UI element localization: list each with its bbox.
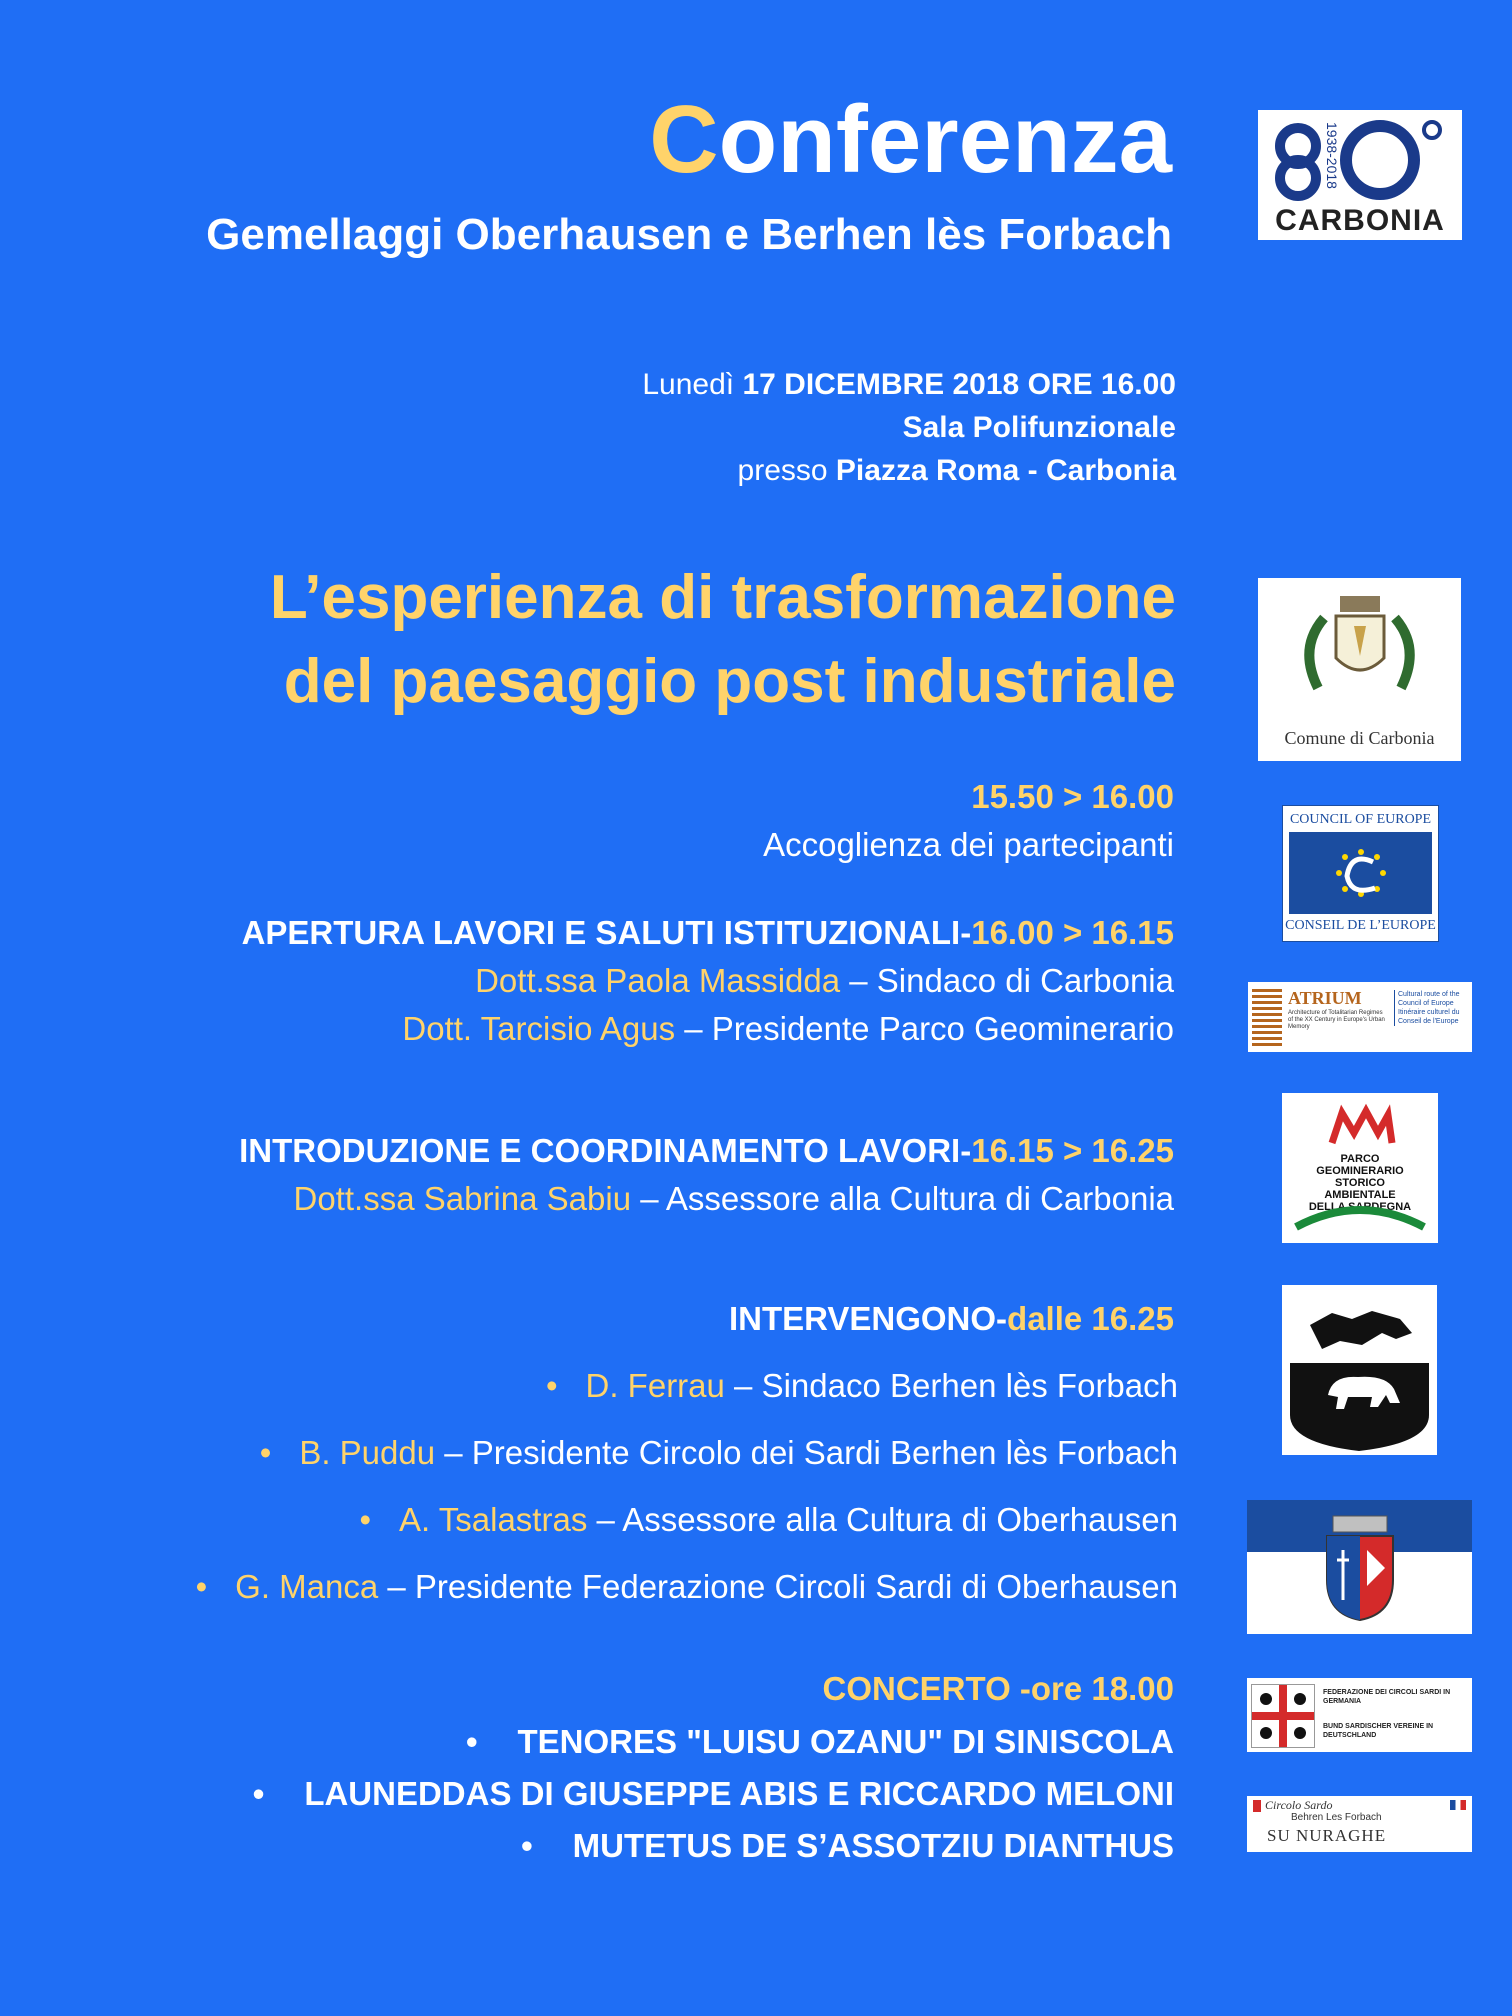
date-prefix: Lunedì xyxy=(642,368,743,401)
speaker-role: – Assessore alla Cultura di Carbonia xyxy=(631,1180,1174,1217)
subtitle: Gemellaggi Oberhausen e Berhen lès Forbach xyxy=(206,210,1172,259)
speaker-role: – Assessore alla Cultura di Oberhausen xyxy=(587,1501,1178,1538)
atrium-logo xyxy=(1248,982,1472,1052)
parco-geominerario-logo xyxy=(1282,1093,1438,1243)
speakers-heading xyxy=(729,1300,1174,1338)
oberhausen-flag-logo xyxy=(1247,1500,1472,1634)
speaker-item xyxy=(260,1434,1178,1472)
opening-speaker xyxy=(402,1010,1174,1048)
concert-item: • TENORES "LUISU OZANU" DI SINISCOLA xyxy=(466,1723,1174,1761)
intro-heading xyxy=(239,1132,1174,1170)
concert-item: • MUTETUS DE S’ASSOTZIU DIANTHUS xyxy=(521,1827,1174,1865)
place-value: Piazza Roma - Carbonia xyxy=(835,454,1176,487)
federazione-text-2: BUND SARDISCHER VEREINE IN DEUTSCHLAND xyxy=(1323,1723,1434,1739)
conference-theme xyxy=(270,556,1176,724)
coe-top-text: COUNCIL OF EUROPE xyxy=(1289,812,1432,827)
circolo-name: SU NURAGHE xyxy=(1267,1826,1387,1845)
speaker-item xyxy=(546,1367,1178,1405)
lion-bear-shield-icon xyxy=(1282,1285,1437,1455)
atrium-right-text: Cultural route of the Council of Europe Itinéraire culturel du Conseil de l'Europe xyxy=(1394,990,1472,1026)
intro-speaker xyxy=(294,1180,1174,1218)
intro-time: 16.15 > 16.25 xyxy=(971,1132,1174,1169)
intro-label: INTRODUZIONE E COORDINAMENTO LAVORI- xyxy=(239,1132,972,1169)
forbach-coat-of-arms-logo xyxy=(1282,1285,1437,1455)
opening-label: APERTURA LAVORI E SALUTI ISTITUZIONALI- xyxy=(241,914,972,951)
event-date xyxy=(642,368,1176,402)
theme-line-1: L’esperienza di trasformazione xyxy=(269,563,1176,632)
concert-time: -ore 18.00 xyxy=(1019,1670,1174,1707)
concert-item: • LAUNEDDAS DI GIUSEPPE ABIS E RICCARDO MELONI xyxy=(253,1775,1174,1813)
speaker-item xyxy=(359,1501,1178,1539)
oberhausen-shield-icon xyxy=(1323,1510,1397,1624)
parco-wave-icon xyxy=(1282,1197,1438,1237)
opening-time: 16.00 > 16.15 xyxy=(971,914,1174,951)
council-of-europe-logo xyxy=(1282,805,1439,942)
title-first-letter: C xyxy=(649,86,719,193)
speaker-role: – Sindaco Berhen lès Forbach xyxy=(724,1367,1178,1404)
france-flag-icon xyxy=(1450,1800,1466,1810)
speaker-item xyxy=(196,1568,1178,1606)
circolo-script: Circolo Sardo xyxy=(1265,1798,1333,1812)
speaker-role: – Sindaco di Carbonia xyxy=(840,962,1174,999)
speaker-name: D. Ferrau xyxy=(585,1367,725,1404)
carbonia-80-logo xyxy=(1258,110,1462,240)
speaker-role: – Presidente Federazione Circoli Sardi di Oberhausen xyxy=(378,1568,1178,1605)
parco-mountains-icon xyxy=(1282,1093,1438,1153)
place-prefix: presso xyxy=(737,454,836,487)
atrium-name: ATRIUM xyxy=(1288,988,1362,1008)
speakers-label: INTERVENGONO- xyxy=(728,1300,1008,1337)
theme-line-2: del paesaggio post industriale xyxy=(283,647,1176,716)
speaker-name: G. Manca xyxy=(235,1568,379,1605)
comune-caption: Comune di Carbonia xyxy=(1284,728,1435,748)
opening-heading xyxy=(242,914,1174,952)
carbonia-years: 1938-2018 xyxy=(1324,122,1340,189)
opening-speaker xyxy=(475,962,1174,1000)
speaker-name: Dott.ssa Sabrina Sabiu xyxy=(293,1180,632,1217)
speaker-name: B. Puddu xyxy=(299,1434,436,1471)
comune-carbonia-logo xyxy=(1258,578,1461,761)
speaker-name: A. Tsalastras xyxy=(399,1501,588,1538)
event-place xyxy=(738,454,1176,488)
title-rest: onferenza xyxy=(718,86,1172,193)
coe-bottom-text: CONSEIL DE L’EUROPE xyxy=(1285,918,1436,933)
speakers-time: dalle 16.25 xyxy=(1007,1300,1174,1337)
circolo-su-nuraghe-logo xyxy=(1247,1796,1472,1852)
eu-flag-icon xyxy=(1289,832,1432,914)
speaker-name: Dott.ssa Paola Massidda xyxy=(475,962,841,999)
atrium-left-text: Architecture of Totalitarian Regimes of the XX Century in Europe's Urban Memory xyxy=(1288,1010,1385,1030)
speaker-role: – Presidente Parco Geominerario xyxy=(675,1010,1174,1047)
sardinia-flag-icon xyxy=(1251,1684,1315,1748)
concert-label: CONCERTO xyxy=(822,1670,1020,1707)
date-value: 17 DICEMBRE 2018 ORE 16.00 xyxy=(742,368,1176,401)
welcome-text: Accoglienza dei partecipanti xyxy=(763,826,1174,863)
speaker-name: Dott. Tarcisio Agus xyxy=(402,1010,676,1047)
coat-of-arms-icon xyxy=(1258,578,1461,728)
carbonia-name: CARBONIA xyxy=(1275,204,1445,237)
parco-text: PARCO GEOMINERARIO STORICO AMBIENTALE DELLA SARDEGNA xyxy=(1308,1153,1412,1213)
circolo-sub: Behren Les Forbach xyxy=(1291,1812,1382,1823)
page-title xyxy=(649,86,1172,193)
sardinia-mini-flag-icon xyxy=(1253,1800,1261,1812)
event-hall: Sala Polifunzionale xyxy=(902,411,1176,444)
federazione-circoli-logo xyxy=(1247,1678,1472,1752)
speaker-role: – Presidente Circolo dei Sardi Berhen lès Forbach xyxy=(435,1434,1178,1471)
welcome-time: 15.50 > 16.00 xyxy=(971,778,1174,815)
concert-heading xyxy=(823,1670,1175,1708)
federazione-text-1: FEDERAZIONE DEI CIRCOLI SARDI IN GERMANIA xyxy=(1323,1689,1451,1705)
atrium-pattern-icon xyxy=(1252,988,1282,1046)
